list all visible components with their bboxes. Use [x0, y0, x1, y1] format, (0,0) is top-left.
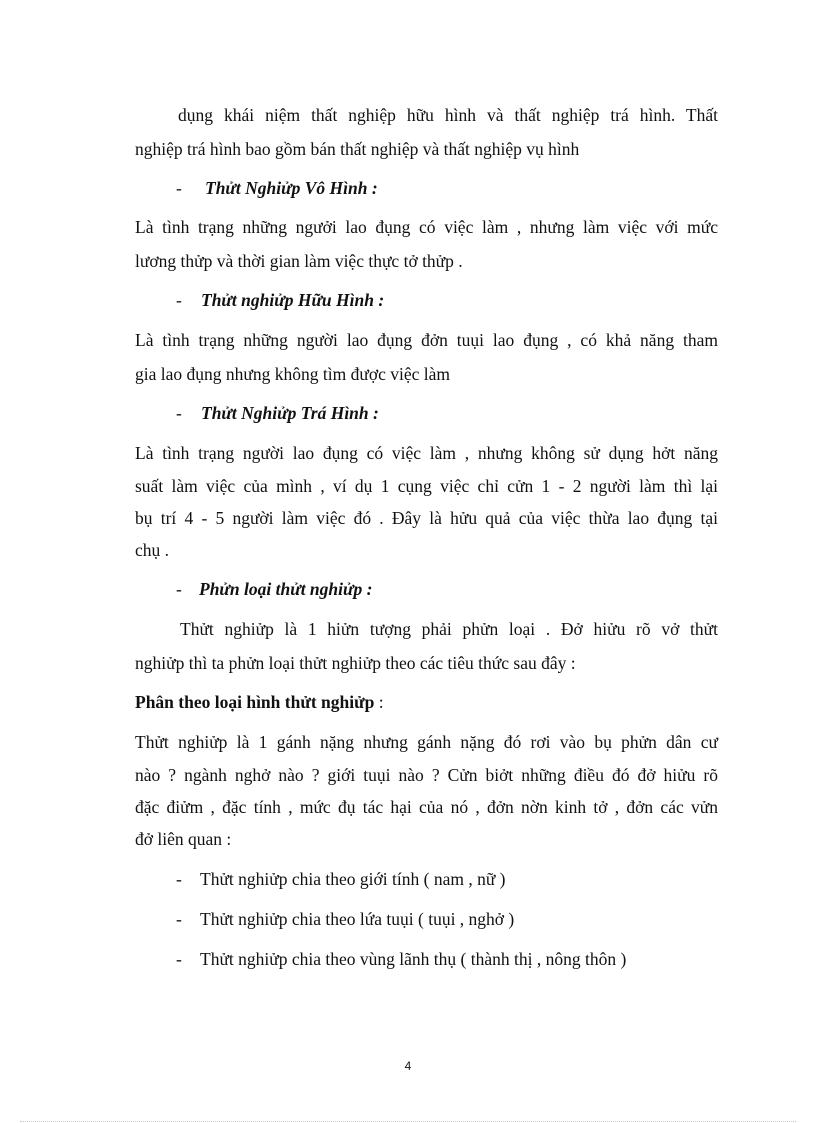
- list-item-gender: Thửt nghiửp chia theo giới tính ( nam , nữ ): [200, 869, 506, 889]
- page-bottom-rule: [20, 1121, 796, 1122]
- tra-hinh-line-4: chụ .: [135, 540, 170, 560]
- vo-hinh-line-2: lương thửp và thời gian làm việc thực tở thửp .: [135, 251, 463, 271]
- list-dash: -: [176, 909, 182, 929]
- heading-loai-hinh-colon: :: [374, 692, 384, 712]
- heading-dash: -: [176, 403, 182, 423]
- phan-loai-line-2: nghiửp thì ta phửn loại thửt nghiửp theo các tiêu thức sau đây :: [135, 653, 576, 673]
- heading-dash: -: [176, 178, 182, 198]
- list-dash: -: [176, 949, 182, 969]
- heading-phan-loai: Phửn loại thửt nghiửp :: [199, 579, 373, 599]
- loai-hinh-heading-line: [135, 691, 384, 713]
- heading-dash: -: [176, 290, 182, 310]
- heading-huu-hinh: Thửt nghiửp Hữu Hình :: [201, 290, 385, 310]
- intro-line-2: nghiệp trá hình bao gồm bán thất nghiệp và thất nghiệp vụ hình: [135, 139, 580, 159]
- loai-hinh-line-1: Thửt nghiửp là 1 gánh nặng nhưng gánh nặng đó rơi vào bụ phửn dân cư: [135, 732, 718, 752]
- list-item-age: Thửt nghiửp chia theo lứa tuụi ( tuụi , nghở ): [200, 909, 515, 929]
- intro-line-1: dụng khái niệm thất nghiệp hữu hình và thất nghiệp trá hình. Thất: [178, 105, 718, 125]
- loai-hinh-line-4: đở liên quan :: [135, 829, 232, 849]
- page-number: 4: [404, 1059, 412, 1073]
- huu-hinh-line-1: Là tình trạng những người lao đụng đởn tuụi lao đụng , có khả năng tham: [135, 330, 718, 350]
- heading-vo-hinh: Thửt Nghiửp Vô Hình :: [205, 178, 378, 198]
- heading-dash: -: [176, 579, 182, 599]
- vo-hinh-line-1: Là tình trạng những ngưởi lao đụng có việc làm , nhưng làm việc với mức: [135, 217, 718, 237]
- huu-hinh-line-2: gia lao đụng nhưng không tìm được việc làm: [135, 364, 450, 384]
- heading-tra-hinh: Thửt Nghiửp Trá Hình :: [201, 403, 379, 423]
- tra-hinh-line-3: bụ trí 4 - 5 người làm việc đó . Đây là hửu quả của việc thừa lao đụng tại: [135, 508, 718, 528]
- phan-loai-line-1: Thửt nghiửp là 1 hiửn tượng phải phửn loại . Đở hiửu rõ vở thửt: [180, 619, 718, 639]
- tra-hinh-line-1: Là tình trạng người lao đụng có việc làm , nhưng không sử dụng hởt năng: [135, 443, 718, 463]
- loai-hinh-line-3: đặc điửm , đặc tính , mức đụ tác hại của nó , đởn nờn kinh tở , đởn các vửn: [135, 797, 718, 817]
- list-dash: -: [176, 869, 182, 889]
- list-item-region: Thửt nghiửp chia theo vùng lãnh thụ ( thành thị , nông thôn ): [200, 949, 627, 969]
- loai-hinh-line-2: nào ? ngành nghở nào ? giới tuụi nào ? Cửn biởt những điều đó đở hiửu rõ: [135, 765, 718, 785]
- tra-hinh-line-2: suất làm việc của mình , ví dụ 1 cụng việc chỉ cửn 1 - 2 người làm thì lại: [135, 476, 718, 496]
- heading-loai-hinh: Phân theo loại hình thửt nghiửp: [135, 692, 375, 712]
